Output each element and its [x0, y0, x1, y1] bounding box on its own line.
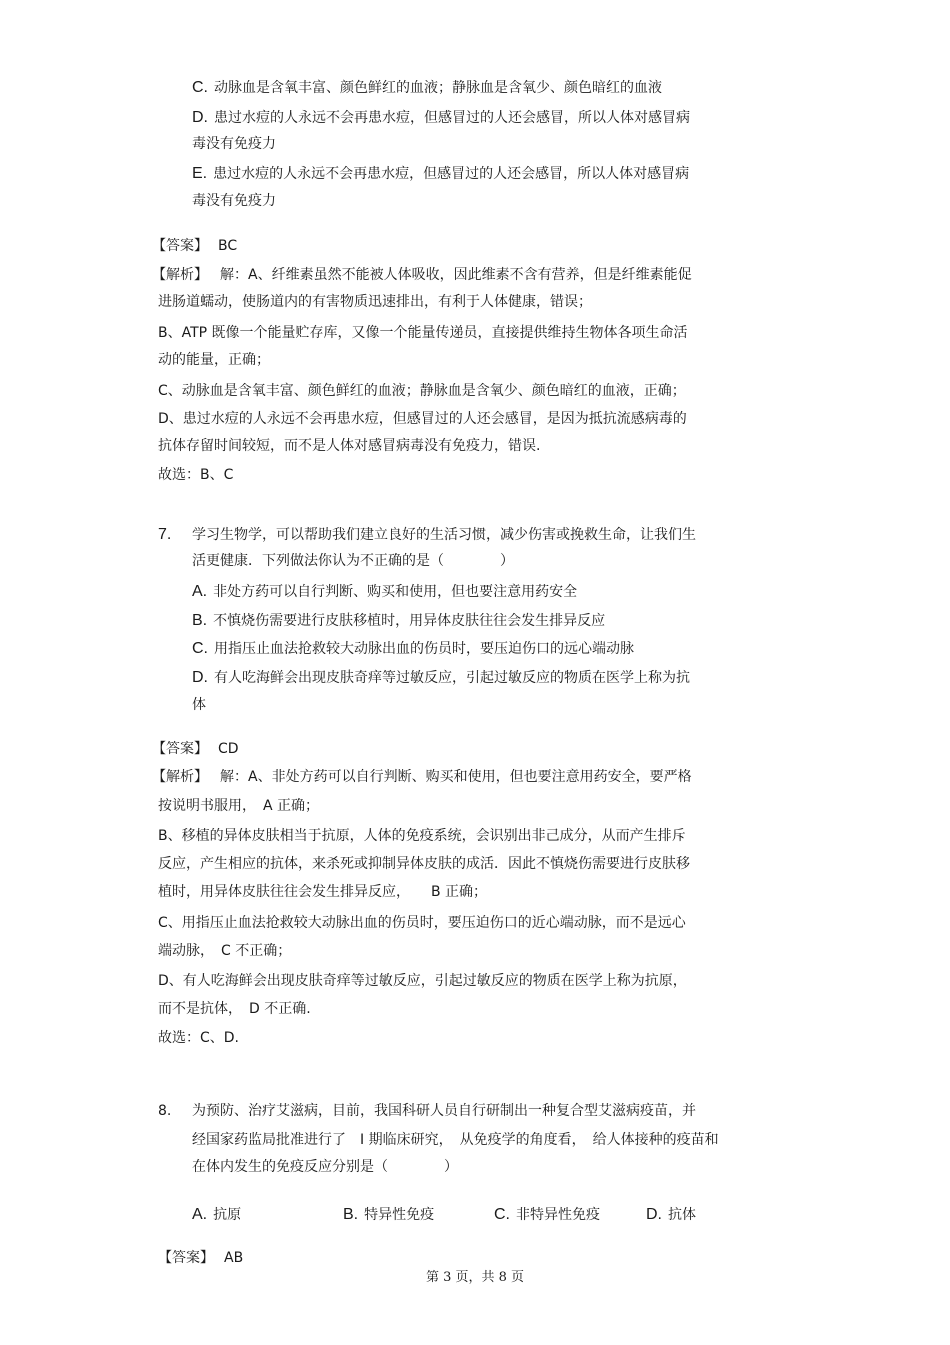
q6-option-e [192, 164, 689, 184]
q8-option-d-text: 抗体 [668, 1207, 696, 1223]
q7-option-c-text: 用指压止血法抢救较大动脉出血的伤员时，要压迫伤口的远心端动脉 [214, 641, 634, 657]
q6-analysis-line: C、动脉血是含氧丰富、颜色鲜红的血液；静脉血是含氧少、颜色暗红的血液，正确； [158, 383, 686, 399]
q7-analysis-line: B、移植的异体皮肤相当于抗原，人体的免疫系统，会识别出非己成分，从而产生排斥 [158, 828, 686, 844]
q7-option-d-letter: D. [192, 669, 208, 686]
q7-stem-line: 活更健康．下列做法你认为不正确的是（ ） [192, 553, 514, 569]
q6-answer [152, 236, 237, 256]
q6-option-e-text-cont: 毒没有免疫力 [192, 193, 276, 209]
q8-option-d [646, 1205, 696, 1225]
q6-analysis-label: 【解析】 [152, 267, 208, 283]
q8-option-a [192, 1205, 241, 1225]
q6-answer-value: BC [218, 238, 238, 254]
q7-answer-label: 【答案】 [152, 741, 208, 757]
q6-option-e-letter: E. [192, 165, 208, 182]
q7-option-b-letter: B. [192, 612, 208, 629]
q7-option-a [192, 582, 577, 602]
q6-option-d-letter: D. [192, 109, 208, 126]
q6-analysis-line: 解：A、纤维素虽然不能被人体吸收，因此维素不含有营养，但是纤维素能促 [220, 267, 692, 283]
q7-analysis-first-line [152, 767, 692, 787]
q8-number: 8. [158, 1103, 172, 1119]
q7-option-d [192, 668, 690, 688]
q8-answer-label: 【答案】 [158, 1250, 214, 1266]
q6-analysis-line: D、患过水痘的人永远不会再患水痘，但感冒过的人还会感冒，是因为抵抗流感病毒的 [158, 411, 687, 427]
q6-analysis-line: B、ATP 既像一个能量贮存库，又像一个能量传递员，直接提供维持生物体各项生命活 [158, 325, 688, 341]
q6-option-c-letter: C. [192, 79, 208, 96]
page-footer: 第 3 页，共 8 页 [425, 1270, 525, 1285]
q8-answer [158, 1248, 243, 1268]
q7-option-d-text: 有人吃海鲜会出现皮肤奇痒等过敏反应，引起过敏反应的物质在医学上称为抗 [214, 670, 690, 686]
q8-option-c [494, 1205, 600, 1225]
q6-option-d-text-cont: 毒没有免疫力 [192, 136, 276, 152]
q7-analysis-line: 端动脉， C 不正确； [158, 943, 292, 959]
q6-option-c [192, 78, 662, 98]
q8-option-b [343, 1205, 434, 1225]
q8-option-b-letter: B. [343, 1206, 359, 1223]
q6-answer-label: 【答案】 [152, 238, 208, 254]
q7-answer [152, 739, 239, 759]
q8-answer-value: AB [224, 1250, 244, 1266]
q7-analysis-line: 按说明书服用， A 正确； [158, 798, 320, 814]
q6-option-d-text: 患过水痘的人永远不会再患水痘，但感冒过的人还会感冒，所以人体对感冒病 [214, 110, 690, 126]
q8-option-c-text: 非特异性免疫 [516, 1207, 600, 1223]
q8-option-d-letter: D. [646, 1206, 662, 1223]
q7-answer-value: CD [218, 741, 239, 757]
q8-stem-line: 经国家药监局批准进行了 Ⅰ 期临床研究， 从免疫学的角度看， 给人体接种的疫苗和 [192, 1132, 719, 1148]
q6-option-e-text: 患过水痘的人永远不会再患水痘，但感冒过的人还会感冒，所以人体对感冒病 [213, 166, 690, 182]
q7-option-c [192, 639, 634, 659]
q8-option-a-text: 抗原 [213, 1207, 242, 1223]
q7-analysis-line: 反应，产生相应的抗体，来杀死或抑制异体皮肤的成活．因此不慎烧伤需要进行皮肤移 [158, 856, 690, 872]
q6-analysis-line: 动的能量，正确； [158, 352, 270, 368]
q6-analysis-line: 抗体存留时间较短，而不是人体对感冒病毒没有免疫力，错误. [158, 438, 541, 454]
q7-analysis-line: 植时，用异体皮肤往往会发生排异反应， B 正确； [158, 884, 488, 900]
q7-option-a-letter: A. [192, 583, 208, 600]
q7-option-b [192, 611, 605, 631]
q6-option-d [192, 108, 690, 128]
q8-option-b-text: 特异性免疫 [364, 1207, 435, 1223]
q7-analysis-line: C、用指压止血法抢救较大动脉出血的伤员时，要压迫伤口的近心端动脉，而不是远心 [158, 915, 686, 931]
q6-analysis-first-line [152, 265, 692, 285]
q7-analysis-line: 而不是抗体， D 不正确. [158, 1001, 311, 1017]
q7-option-c-letter: C. [192, 640, 208, 657]
q8-stem-line: 在体内发生的免疫反应分别是（ ） [192, 1159, 458, 1175]
q7-stem-line: 学习生物学，可以帮助我们建立良好的生活习惯，减少伤害或挽救生命，让我们生 [192, 527, 696, 543]
q7-option-a-text: 非处方药可以自行判断、购买和使用，但也要注意用药安全 [213, 584, 578, 600]
q8-option-a-letter: A. [192, 1206, 208, 1223]
q6-option-c-text: 动脉血是含氧丰富、颜色鲜红的血液；静脉血是含氧少、颜色暗红的血液 [214, 80, 662, 96]
q7-option-d-text-cont: 体 [192, 697, 206, 713]
q7-conclusion: 故选：C、D. [158, 1030, 240, 1046]
q7-analysis-line: D、有人吃海鲜会出现皮肤奇痒等过敏反应，引起过敏反应的物质在医学上称为抗原， [158, 973, 687, 989]
q7-analysis-label: 【解析】 [152, 769, 208, 785]
q7-option-b-text: 不慎烧伤需要进行皮肤移植时，用异体皮肤往往会发生排异反应 [213, 613, 606, 629]
q8-stem-line: 为预防、治疗艾滋病，目前，我国科研人员自行研制出一种复合型艾滋病疫苗，并 [192, 1103, 696, 1119]
q7-number: 7. [158, 526, 172, 543]
q7-analysis-line: 解：A、非处方药可以自行判断、购买和使用，但也要注意用药安全，要严格 [220, 769, 692, 785]
q6-analysis-line: 进肠道蠕动，使肠道内的有害物质迅速排出，有利于人体健康，错误； [158, 294, 592, 310]
q6-conclusion: 故选：B、C [158, 467, 234, 483]
q8-option-c-letter: C. [494, 1206, 510, 1223]
